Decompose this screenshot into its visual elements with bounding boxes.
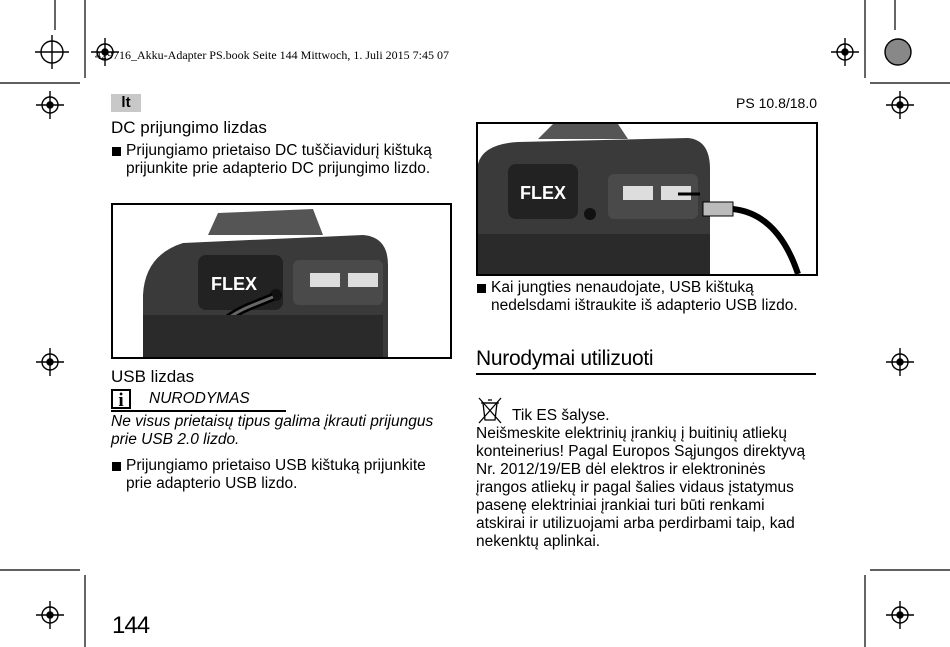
usb-remove-section xyxy=(476,279,816,315)
usb-connection-illustration xyxy=(476,122,818,276)
usb-remove-instruction: Kai jungties nenaudojate, USB kištuką nedelsdami ištraukite iš adapterio USB lizdo. xyxy=(491,279,798,314)
bullet-square-icon xyxy=(477,284,486,293)
note-text: Ne visus prietaisų tipus galima įkrauti prijungus prie USB 2.0 lizdo. xyxy=(111,413,434,448)
usb-bullet xyxy=(111,457,451,493)
dc-bullet xyxy=(111,142,451,178)
language-tag: lt xyxy=(111,94,141,112)
print-header-line: 429716_Akku-Adapter PS.book Seite 144 Mittwoch, 1. Juli 2015 7:45 07 xyxy=(95,48,449,62)
flex-brand-logo: FLEX xyxy=(520,183,567,203)
usb-instruction: Prijungiamo prietaiso USB kištuką prijunkite prie adapterio USB lizdo. xyxy=(126,457,426,492)
eu-only-text: Tik ES šalyse. xyxy=(512,407,610,424)
usb-remove-bullet xyxy=(476,279,816,315)
dc-instruction: Prijungiamo prietaiso DC tuščiavidurį kištuką prijunkite prie adapterio DC prijungimo lizdo. xyxy=(126,142,432,177)
disposal-title: Nurodymai utilizuoti xyxy=(476,347,654,370)
disposal-title-rule xyxy=(476,373,816,375)
note-underline xyxy=(111,410,286,412)
dc-section xyxy=(111,118,451,178)
eu-only-row xyxy=(476,395,816,425)
disposal-section xyxy=(476,347,816,551)
usb-section-title: USB lizdas xyxy=(111,367,195,386)
usb-section xyxy=(111,367,451,493)
model-number: PS 10.8/18.0 xyxy=(736,95,817,111)
bullet-square-icon xyxy=(112,462,121,471)
page-number: 144 xyxy=(112,612,150,639)
adapter-dc-plug-image xyxy=(113,205,450,357)
bullet-square-icon xyxy=(112,147,121,156)
info-icon: i xyxy=(111,389,131,409)
crossed-bin-icon xyxy=(476,395,504,425)
dc-section-title: DC prijungimo lizdas xyxy=(111,118,267,137)
note-label: NURODYMAS xyxy=(149,390,250,407)
disposal-text: Neišmeskite elektrinių įrankių į buitinių atliekų konteinerius! Pagal Europos Sąjungos direktyvą Nr. 2012/19/EB dėl elektros ir elektroninės įrangos atliekų ir pagal šalies vidaus įstatymus pasenę elektriniai įrankiai turi būti renkami atskirai ir utilizuojami arba perdirbami taip, kad nekenktų aplinkai. xyxy=(476,425,806,550)
note-header xyxy=(111,389,451,409)
flex-brand-logo: FLEX xyxy=(211,274,258,294)
adapter-usb-plug-image xyxy=(478,124,816,274)
dc-connection-illustration xyxy=(111,203,452,359)
